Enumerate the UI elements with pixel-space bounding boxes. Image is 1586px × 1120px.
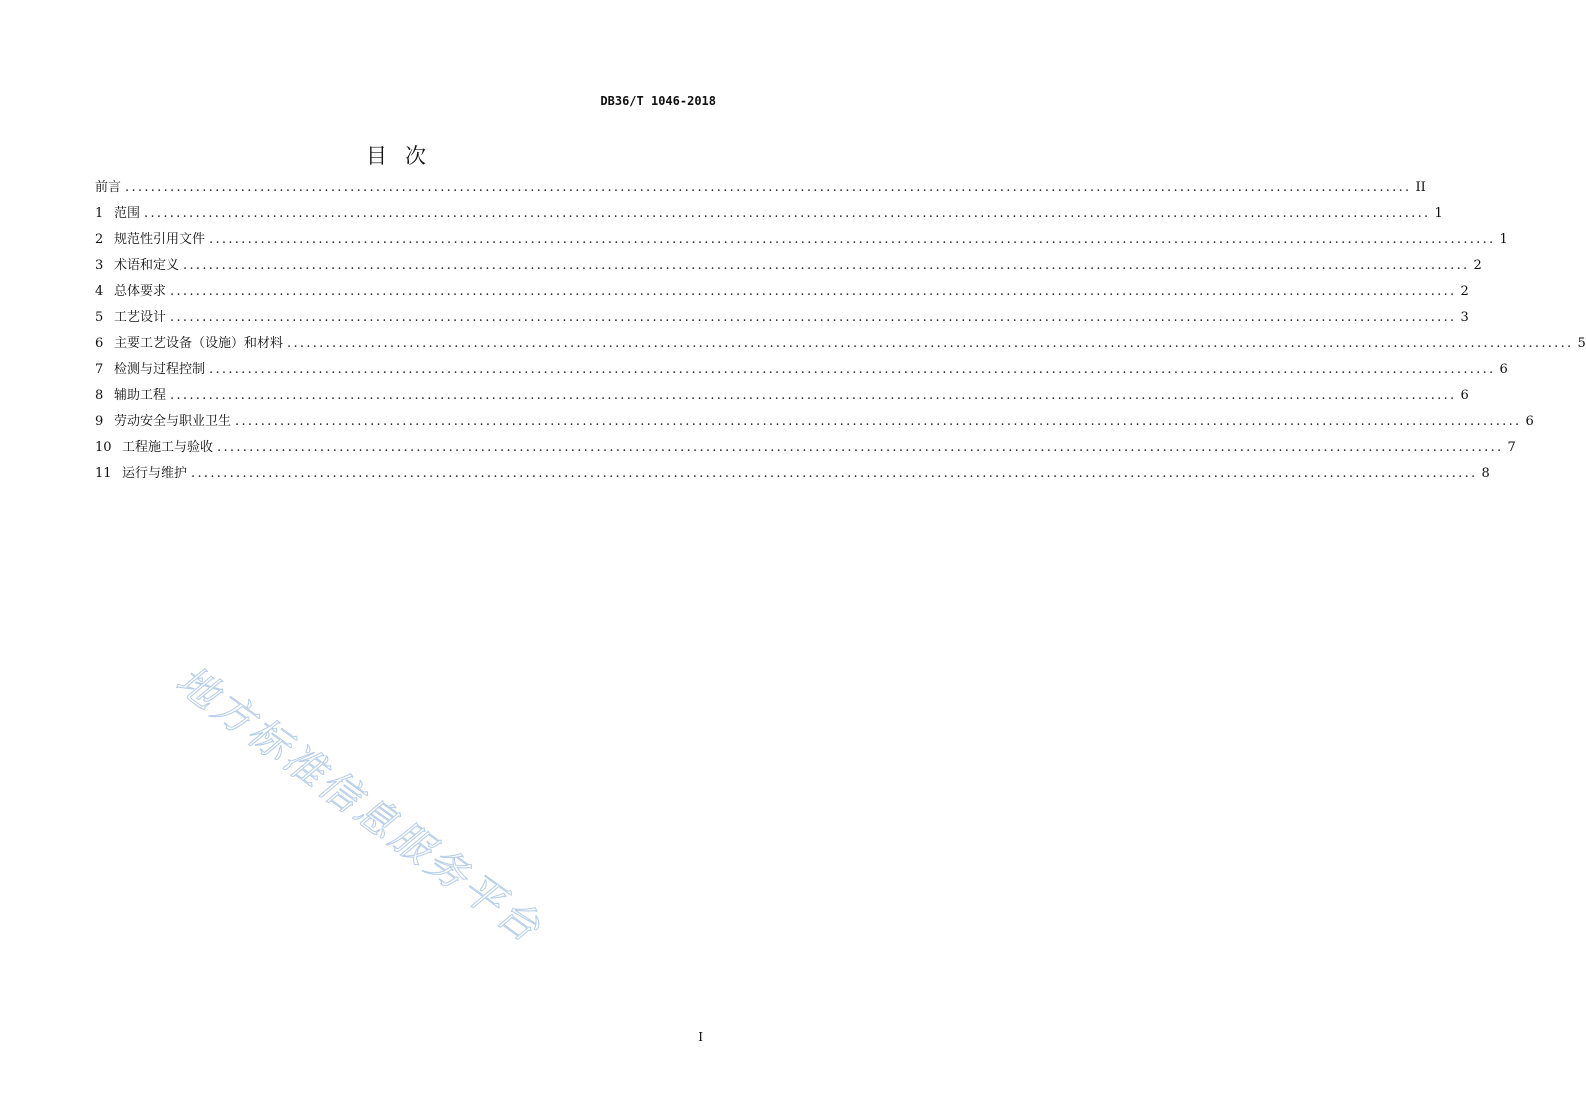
toc-entry-page: 1 — [1434, 206, 1443, 221]
toc-entry-label — [95, 284, 166, 300]
toc-entry-5[interactable] — [95, 310, 1469, 336]
toc-entry-page: 2 — [1473, 258, 1482, 273]
toc-entry-page: 2 — [1460, 284, 1469, 299]
toc-entry-text: 规范性引用文件 — [114, 232, 206, 247]
toc-entry-label — [95, 232, 205, 248]
toc-entry-number: 3 — [95, 258, 104, 273]
toc-entry-label — [95, 440, 213, 456]
toc-entry-text: 范围 — [114, 206, 141, 221]
toc-leader-dots: ........................................................................................................................................................................................................ — [287, 336, 1574, 351]
toc-entry-number: 6 — [95, 336, 104, 351]
toc-entry-label — [95, 414, 231, 430]
toc-entry-2[interactable] — [95, 232, 1508, 258]
toc-entry-text: 总体要求 — [114, 284, 167, 299]
toc-entry-label — [95, 258, 179, 274]
toc-entry-label — [95, 362, 205, 378]
toc-entry-1[interactable] — [95, 206, 1443, 232]
toc-entry-3[interactable] — [95, 258, 1482, 284]
toc-leader-dots: ........................................................................................................................................................................................................ — [170, 388, 1457, 403]
toc-entry-text: 主要工艺设备（设施）和材料 — [114, 336, 284, 351]
toc-leader-dots: ........................................................................................................................................................................................................ — [217, 440, 1504, 455]
toc-leader-dots: ........................................................................................................................................................................................................ — [209, 362, 1496, 377]
toc-leader-dots: ........................................................................................................................................................................................................ — [125, 180, 1412, 195]
toc-entry-page: 1 — [1499, 232, 1508, 247]
toc-entry-number: 10 — [95, 440, 112, 455]
toc-entry-page: 6 — [1460, 388, 1469, 403]
toc-entry-text: 术语和定义 — [114, 258, 180, 273]
toc-entry-label: 前言 — [95, 180, 122, 195]
toc-entry-page: II — [1415, 180, 1426, 195]
toc-leader-dots: ........................................................................................................................................................................................................ — [170, 284, 1457, 299]
toc-entry-text: 劳动安全与职业卫生 — [114, 414, 232, 429]
toc-entry-page: 6 — [1525, 414, 1534, 429]
toc-entry-number: 1 — [95, 206, 104, 221]
toc-entry-number: 4 — [95, 284, 104, 299]
toc-entry-text: 辅助工程 — [114, 388, 167, 403]
toc-entry-4[interactable] — [95, 284, 1469, 310]
toc-entry-6[interactable] — [95, 336, 1586, 362]
toc-entry-label — [95, 388, 166, 404]
page-number: I — [698, 1030, 703, 1044]
toc-leader-dots: ........................................................................................................................................................................................................ — [183, 258, 1470, 273]
toc-entry-8[interactable] — [95, 388, 1469, 414]
toc-entry-number: 9 — [95, 414, 104, 429]
page-title: 目次 — [366, 144, 444, 168]
toc-leader-dots: ........................................................................................................................................................................................................ — [170, 310, 1457, 325]
toc-entry-number: 11 — [95, 466, 112, 481]
toc-entry-number: 8 — [95, 388, 104, 403]
watermark: 地方标准信息服务平台 — [167, 657, 551, 954]
toc-leader-dots: ........................................................................................................................................................................................................ — [144, 206, 1431, 221]
toc-entry-page: 3 — [1460, 310, 1469, 325]
toc-entry-page: 6 — [1499, 362, 1508, 377]
document-code: DB36/T 1046-2018 — [600, 94, 716, 108]
toc-entry-number: 2 — [95, 232, 104, 247]
toc-entry-label — [95, 466, 187, 482]
toc-entry-foreword[interactable] — [95, 180, 1426, 206]
table-of-contents — [95, 180, 1586, 492]
toc-entry-9[interactable] — [95, 414, 1534, 440]
toc-leader-dots: ........................................................................................................................................................................................................ — [191, 466, 1478, 481]
toc-leader-dots: ........................................................................................................................................................................................................ — [235, 414, 1522, 429]
toc-entry-text: 检测与过程控制 — [114, 362, 206, 377]
toc-entry-10[interactable] — [95, 440, 1516, 466]
toc-entry-text: 运行与维护 — [122, 466, 188, 481]
toc-entry-text: 工艺设计 — [114, 310, 167, 325]
toc-entry-11[interactable] — [95, 466, 1490, 492]
toc-entry-text: 工程施工与验收 — [122, 440, 214, 455]
toc-entry-number: 5 — [95, 310, 104, 325]
toc-entry-page: 8 — [1481, 466, 1490, 481]
toc-entry-page: 5 — [1577, 336, 1586, 351]
toc-entry-label — [95, 336, 283, 352]
toc-entry-label — [95, 310, 166, 326]
toc-entry-number: 7 — [95, 362, 104, 377]
toc-entry-label — [95, 206, 140, 222]
toc-leader-dots: ........................................................................................................................................................................................................ — [209, 232, 1496, 247]
toc-entry-7[interactable] — [95, 362, 1508, 388]
toc-entry-page: 7 — [1507, 440, 1516, 455]
